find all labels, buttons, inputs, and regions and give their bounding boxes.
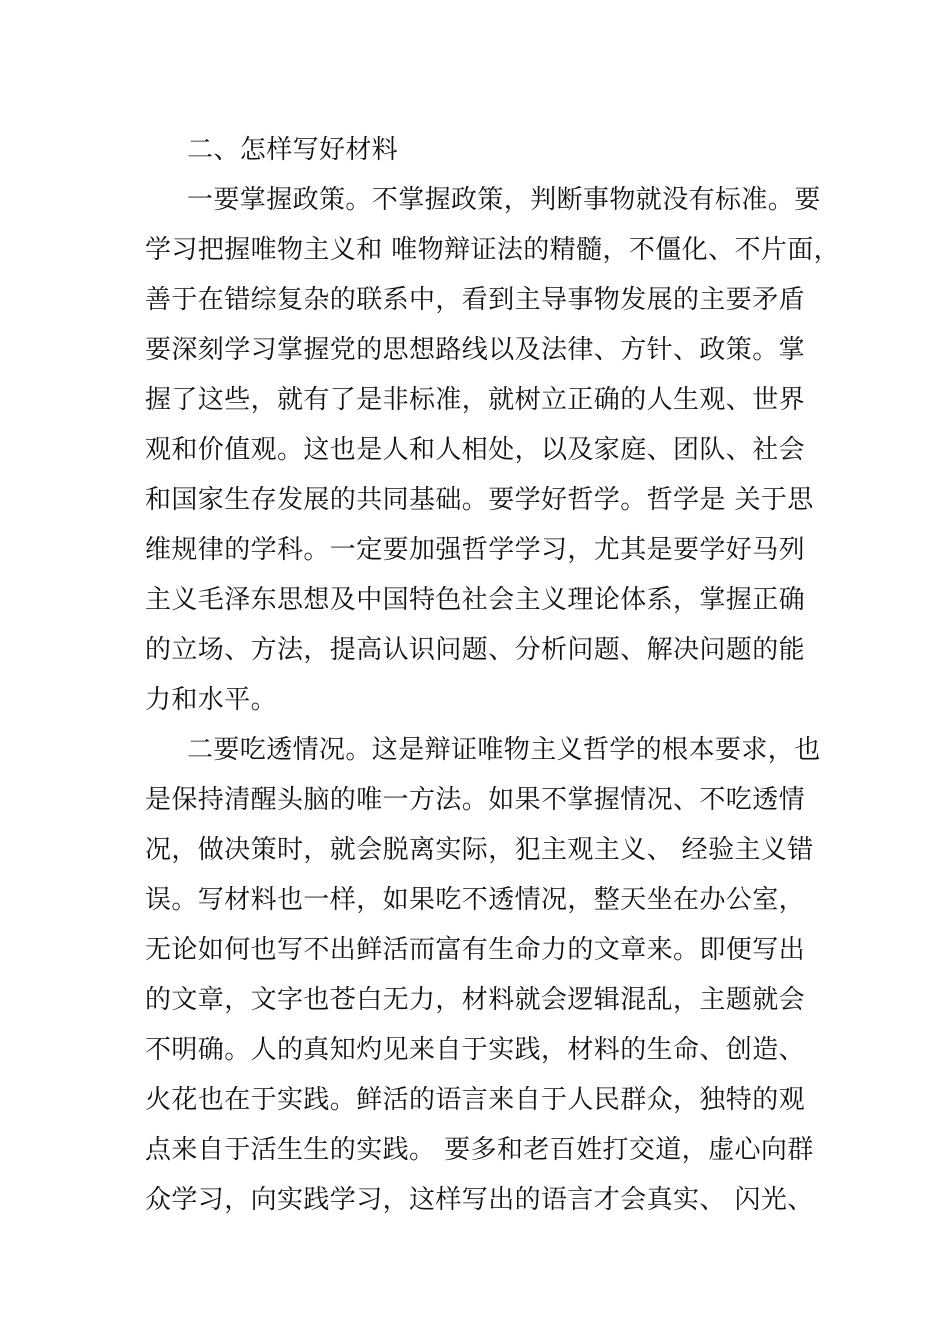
paragraph-1-line-4: 要深刻学习掌握党的思想路线以及法律、方针、政策。掌 bbox=[145, 335, 806, 365]
paragraph-1-line-2: 学习把握唯物主义和 唯物辩证法的精髓，不僵化、不片面， bbox=[145, 235, 841, 265]
paragraph-2-line-8: 火花也在于实践。鲜活的语言来自于人民群众，独特的观 bbox=[145, 1085, 806, 1115]
paragraph-1-line-11: 力和水平。 bbox=[145, 685, 278, 715]
paragraph-2-line-9: 点来自于活生生的实践。 要多和老百姓打交道，虚心向群 bbox=[145, 1135, 814, 1165]
paragraph-1-line-3: 善于在错综复杂的联系中，看到主导事物发展的主要矛盾 bbox=[145, 285, 806, 315]
paragraph-2-line-3: 况，做决策时，就会脱离实际，犯主观主义、 经验主义错 bbox=[145, 835, 814, 865]
paragraph-1-line-10: 的立场、方法，提高认识问题、分析问题、解决问题的能 bbox=[145, 635, 806, 665]
paragraph-1-line-9: 主义毛泽东思想及中国特色社会主义理论体系，掌握正确 bbox=[145, 585, 806, 615]
paragraph-1-line-5: 握了这些，就有了是非标准，就树立正确的人生观、世界 bbox=[145, 385, 806, 415]
paragraph-2-line-4: 误。写材料也一样，如果吃不透情况，整天坐在办公室， bbox=[145, 885, 806, 915]
paragraph-1-line-1: 一要掌握政策。不掌握政策，判断事物就没有标准。要 bbox=[187, 185, 821, 215]
paragraph-2-line-10: 众学习，向实践学习，这样写出的语言才会真实、 闪光、 bbox=[145, 1185, 814, 1215]
paragraph-2-line-1: 二要吃透情况。这是辩证唯物主义哲学的根本要求，也 bbox=[187, 735, 821, 765]
paragraph-1-line-7: 和国家生存发展的共同基础。要学好哲学。哲学是 关于思 bbox=[145, 485, 814, 515]
paragraph-2-line-7: 不明确。人的真知灼见来自于实践，材料的生命、创造、 bbox=[145, 1035, 806, 1065]
paragraph-1-line-8: 维规律的学科。一定要加强哲学学习，尤其是要学好马列 bbox=[145, 535, 806, 565]
paragraph-2-line-6: 的文章，文字也苍白无力，材料就会逻辑混乱，主题就会 bbox=[145, 985, 806, 1015]
paragraph-2-line-2: 是保持清醒头脑的唯一方法。如果不掌握情况、不吃透情 bbox=[145, 785, 806, 815]
paragraph-1-line-6: 观和价值观。这也是人和人相处，以及家庭、团队、社会 bbox=[145, 435, 806, 465]
paragraph-2-line-5: 无论如何也写不出鲜活而富有生命力的文章来。即便写出 bbox=[145, 935, 806, 965]
section-heading: 二、怎样写好材料 bbox=[187, 135, 399, 165]
